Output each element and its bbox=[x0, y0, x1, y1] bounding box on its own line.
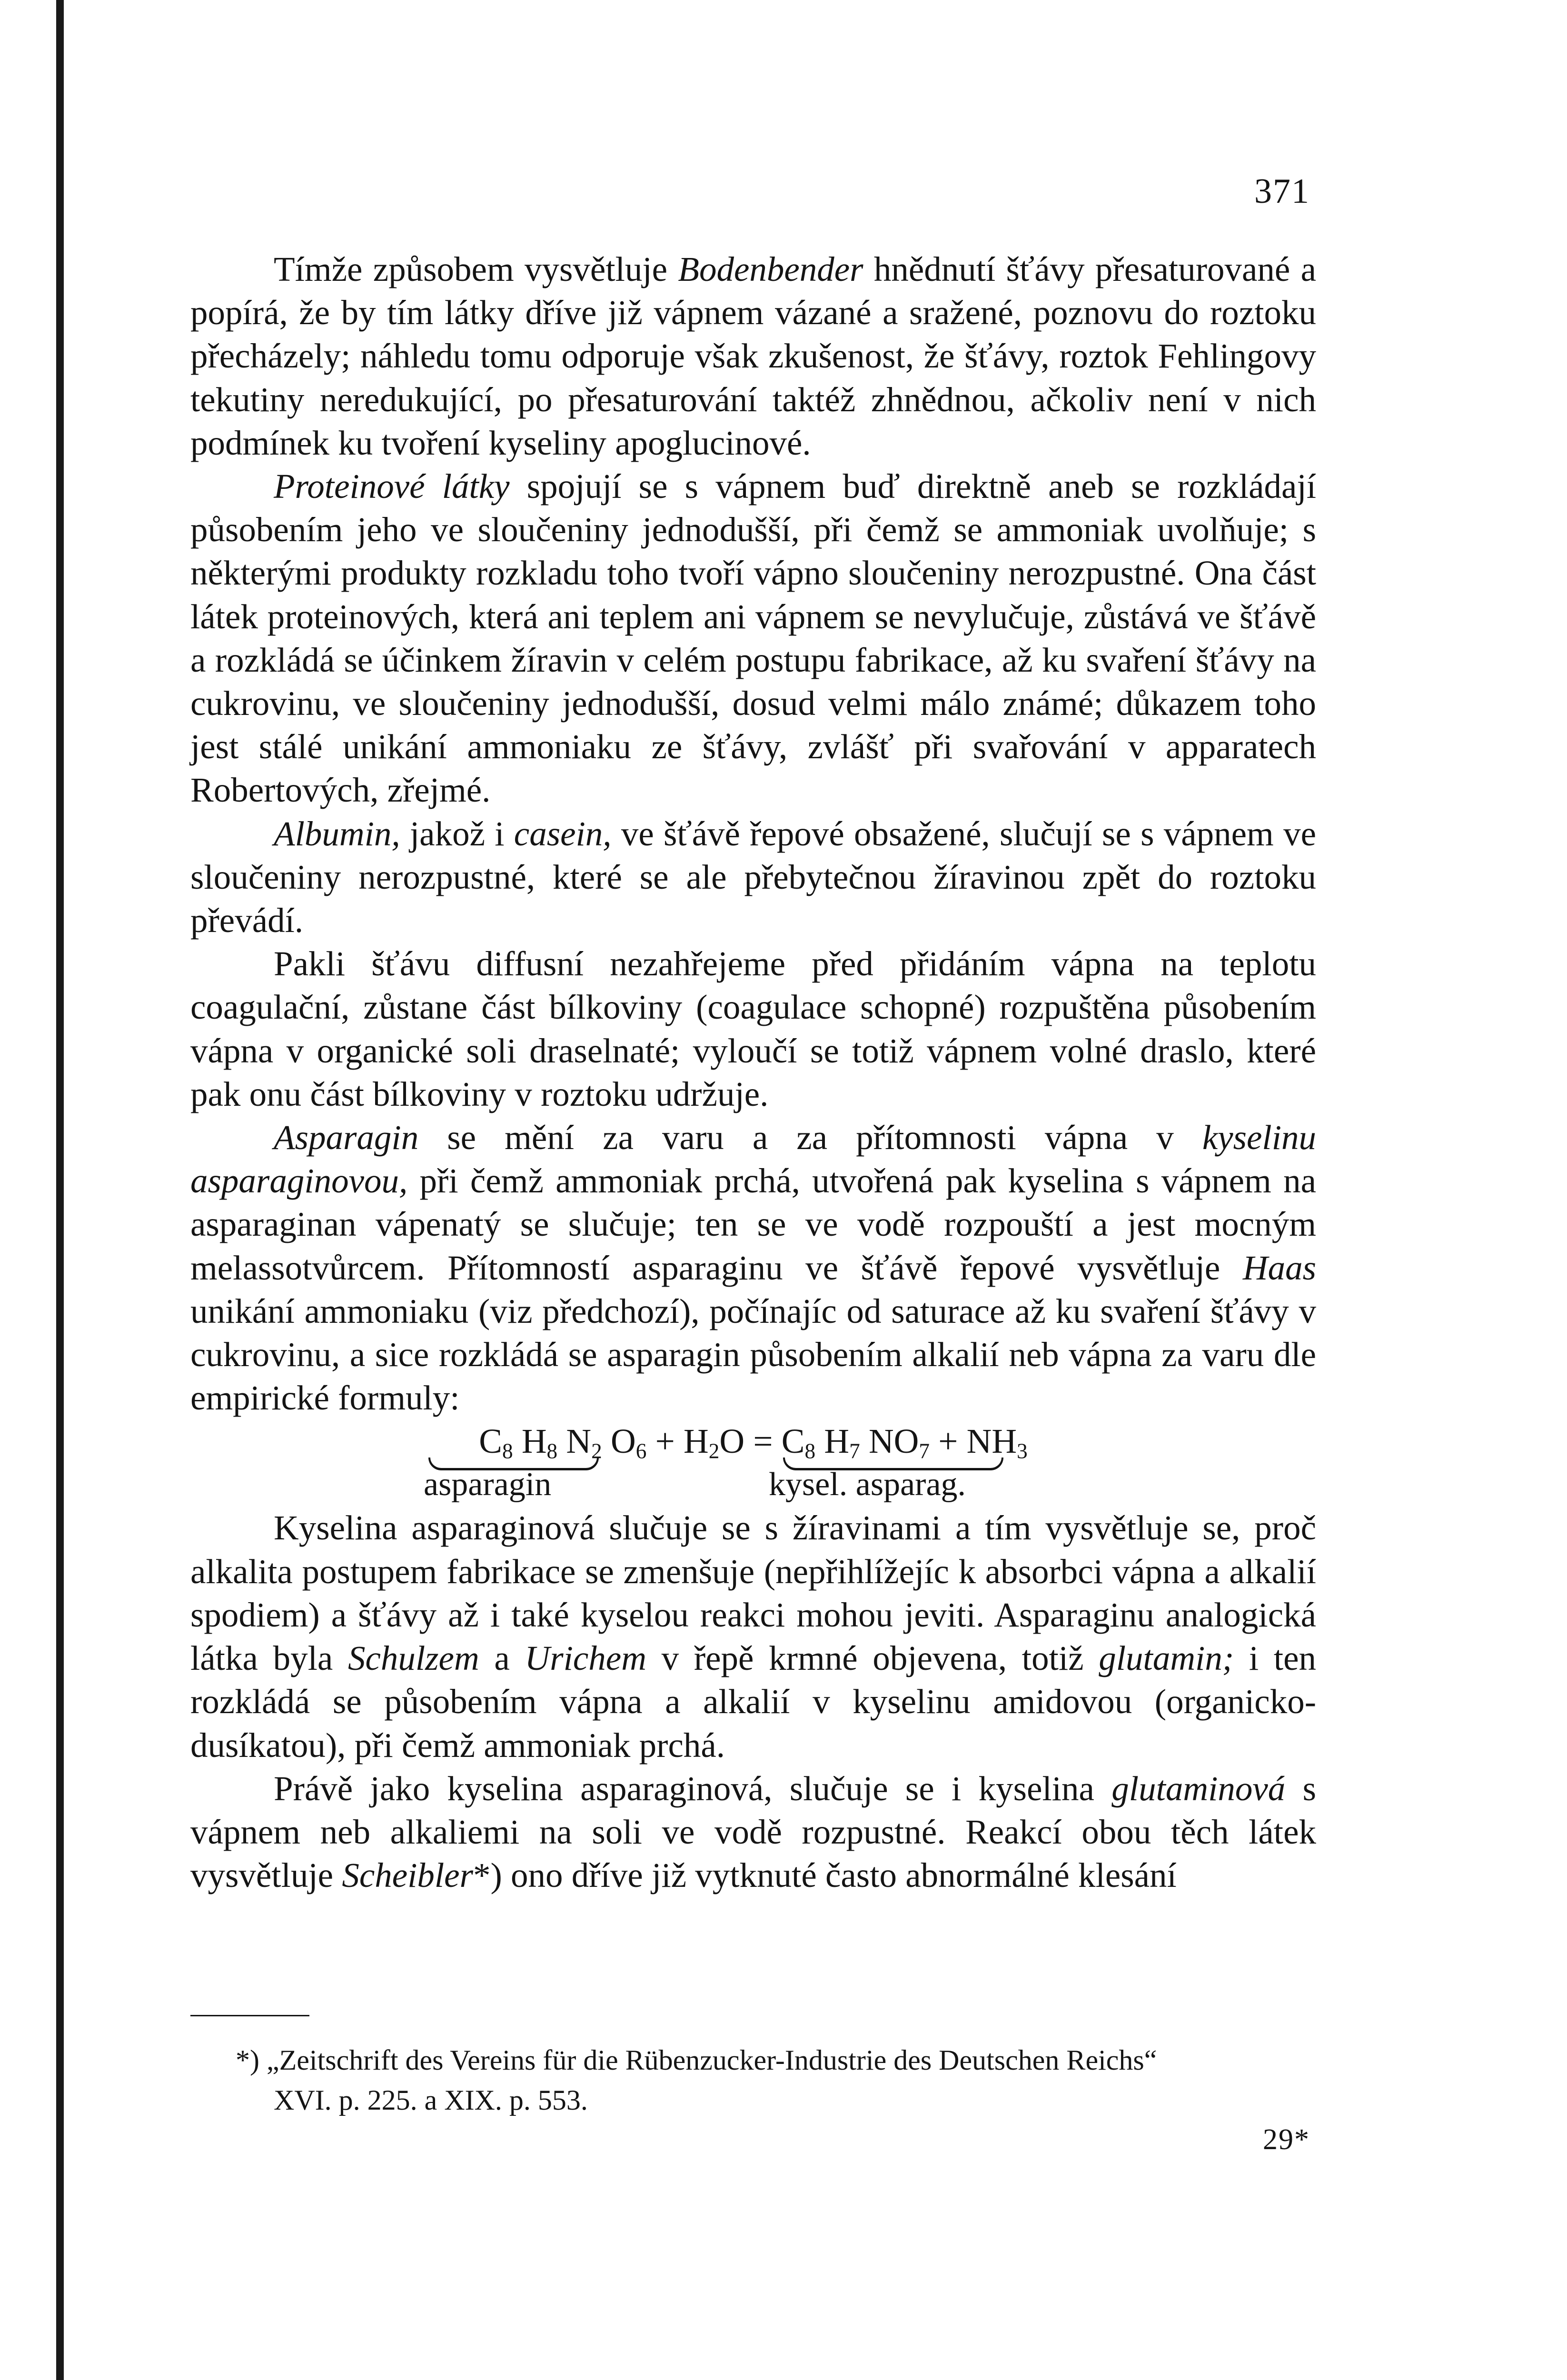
footnote bbox=[236, 2040, 1316, 2120]
page-number: 371 bbox=[1254, 172, 1310, 211]
footnote-line-2: XVI. p. 225. a XIX. p. 553. bbox=[274, 2084, 588, 2116]
paragraph-4: Pakli šťávu diffusní nezahřejeme před přidáním vápna na teplotu coagulační, zůstane část bílkoviny (coagulace schopné) rozpuštěna působením vápna v organické soli draselnaté; vyloučí se totiž vápnem volné draslo, které pak onu část bílkoviny v roztoku udržuje. bbox=[190, 944, 1316, 1113]
term: Proteinové látky bbox=[274, 467, 510, 506]
author-name: Scheibler bbox=[342, 1856, 473, 1895]
term: Asparagin bbox=[274, 1118, 419, 1157]
paragraph-7: Právě jako kyselina asparaginová, slučuje se i kyselina glutaminová s vápnem neb alkaliemi na soli ve vodě rozpustné. Reakcí obou těch látek vysvětluje Scheibler*) ono dříve již vytknuté často abnormálné klesání bbox=[190, 1769, 1316, 1895]
author-name: Haas bbox=[1242, 1248, 1316, 1287]
paragraph-3: Albumin, jakož i casein, ve šťávě řepové obsažené, slučují se s vápnem ve sloučeniny nerozpustné, které se ale přebytečnou žíravinou zpět do roztoku převádí. bbox=[190, 814, 1316, 940]
scan-page-edge bbox=[56, 0, 64, 2380]
author-name: Schulzem bbox=[347, 1639, 479, 1678]
formula-equation: $C_8$ $H_8$ $N_2$ $O_6 + H_2O = C_8$ $H_7$ $NO_7 + NH_3$ bbox=[479, 1422, 1028, 1463]
term: glutamin; bbox=[1099, 1639, 1234, 1678]
term: Albumin, bbox=[274, 814, 400, 853]
footnote-line-1: *) „Zeitschrift des Vereins für die Rübenzucker-Industrie des Deutschen Reichs“ bbox=[236, 2044, 1157, 2076]
paragraph-2: Proteinové látky spojují se s vápnem buď direktně aneb se rozkládají působením jeho ve sloučeniny jednodušší, při čemž se ammoniak uvolňuje; s některými produkty rozkladu toho tvoří vápno sloučeniny nerozpustné. Ona část látek proteinových, která ani teplem ani vápnem se nevylučuje, zůstává ve šťávě a rozkládá se účinkem žíravin v celém postupu fabrikace, až ku svaření šťávy na cukrovinu, ve sloučeniny jednodušší, dosud velmi málo známé; důkazem toho jest stálé unikání ammoniaku ze šťávy, zvlášť při svařování v apparatech Robertových, zřejmé. bbox=[190, 467, 1316, 810]
formula-label-asparagin: asparagin bbox=[424, 1466, 552, 1503]
formula-label-acid: kysel. asparag. bbox=[769, 1466, 966, 1503]
term: casein, bbox=[514, 814, 612, 853]
term: glutaminová bbox=[1111, 1769, 1286, 1808]
body-text bbox=[190, 248, 1316, 1897]
author-name: Bodenbender bbox=[678, 250, 863, 288]
formula-labels bbox=[190, 1463, 1316, 1506]
footnote-divider bbox=[190, 2015, 309, 2016]
author-name: Urichem bbox=[525, 1639, 646, 1678]
paragraph-5: Asparagin se mění za varu a za přítomnosti vápna v kyselinu asparaginovou, při čemž ammoniak prchá, utvořená pak kyselina s vápnem na asparaginan vápenatý se slučuje; ten se ve vodě rozpouští a jest mocným melassotvůrcem. Přítomností asparaginu ve šťávě řepové vysvětluje Haas unikání ammoniaku (viz předchozí), počínajíc od saturace až ku svaření šťávy v cukrovinu, a sice rozkládá se asparagin působením alkalií neb vápna za varu dle empirické formuly: bbox=[190, 1118, 1316, 1418]
term: kyselinu asparaginovou, bbox=[190, 1118, 1316, 1200]
paragraph-1: Tímže způsobem vysvětluje Bodenbender hnědnutí šťávy přesaturované a popírá, že by tím látky dříve již vápnem vázané a sražené, poznovu do roztoku přecházely; náhledu tomu odporuje však zkušenost, že šťávy, roztok Fehlingovy tekutiny neredukující, po přesaturování taktéž zhnědnou, ačkoliv není v nich podmínek ku tvoření kyseliny apoglucinové. bbox=[190, 250, 1316, 462]
chemical-formula bbox=[190, 1419, 1316, 1506]
paragraph-6: Kyselina asparaginová slučuje se s žíravinami a tím vysvětluje se, proč alkalita postupem fabrikace se zmenšuje (nepřihlížejíc k absorbci vápna a alkalií spodiem) a šťávy až i také kyselou reakci mohou jeviti. Asparaginu analogická látka byla Schulzem a Urichem v řepě krmné objevena, totiž glutamin; i ten rozkládá se působením vápna a alkalií v kyselinu amidovou (organicko-dusíkatou), při čemž ammoniak prchá. bbox=[190, 1508, 1316, 1765]
signature-mark: 29* bbox=[1263, 2123, 1310, 2156]
